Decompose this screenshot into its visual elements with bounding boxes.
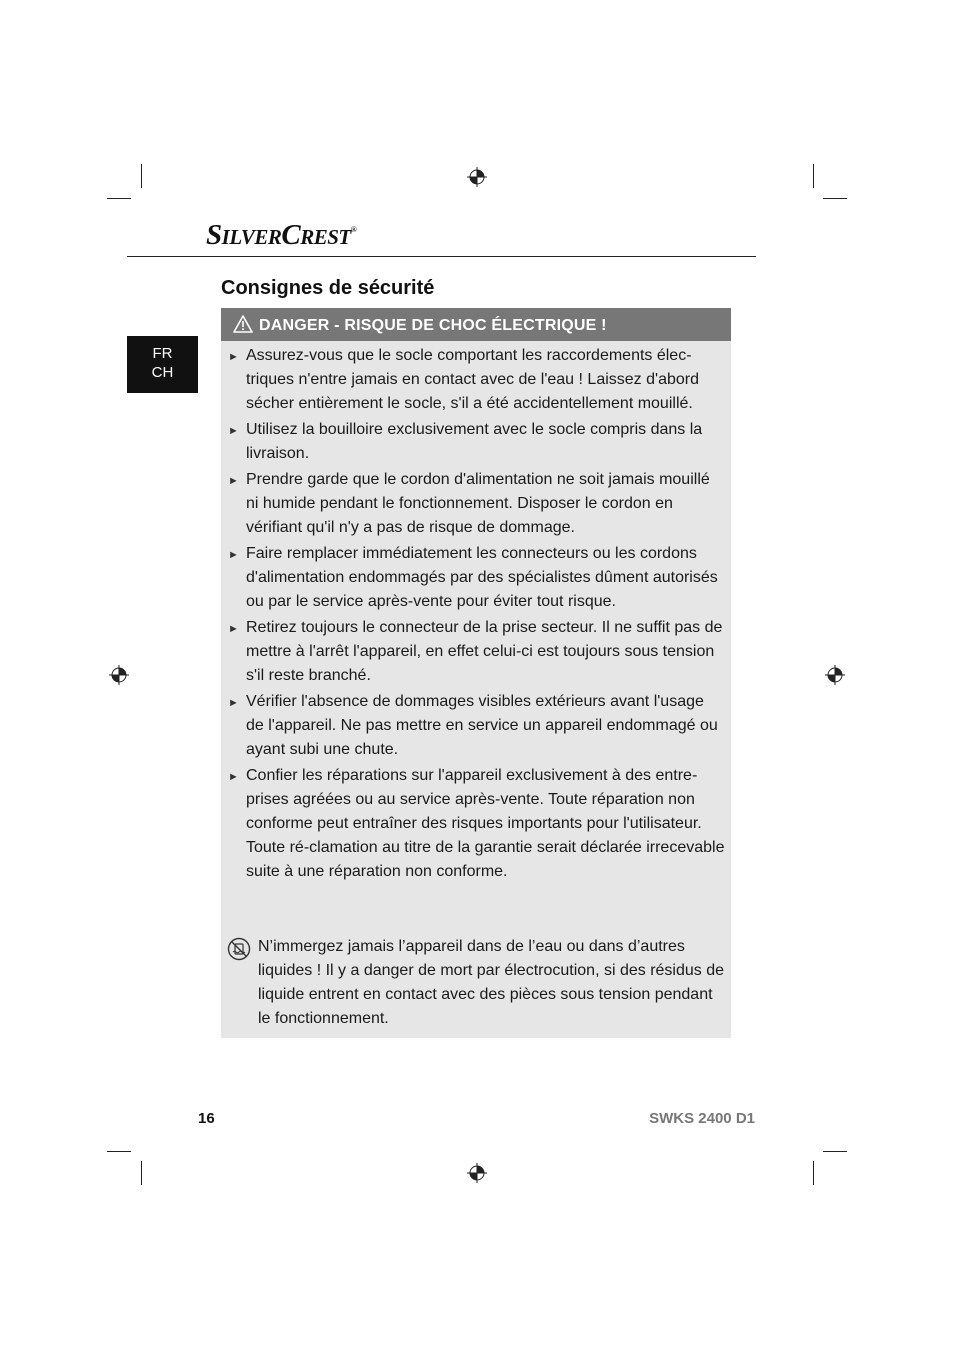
crop-mark — [141, 164, 142, 188]
list-item — [221, 690, 731, 762]
crop-mark — [823, 1151, 847, 1152]
bullet-arrow-icon: ► — [228, 425, 239, 437]
registration-mark-icon — [825, 665, 845, 685]
bullet-arrow-icon: ► — [228, 351, 239, 363]
bullet-arrow-icon: ► — [228, 771, 239, 783]
list-item — [221, 616, 731, 688]
list-item-text: Vérifier l'absence de dommages visibles extérieurs avant l'usage de l'appareil. Ne pas mettre en service un appareil endommagé ou ayant subi une chute. — [246, 693, 718, 758]
bullet-arrow-icon: ► — [228, 549, 239, 561]
crop-mark — [813, 164, 814, 188]
list-item-text: Retirez toujours le connecteur de la prise secteur. Il ne suffit pas de mettre à l'arrêt l'appareil, en effet celui-ci est toujours sous tension s'il reste branché. — [246, 619, 723, 684]
danger-box-heading — [221, 308, 731, 341]
no-immersion-icon — [227, 937, 251, 961]
warning-triangle-icon — [233, 315, 253, 333]
list-item-text: Confier les réparations sur l'appareil exclusivement à des entre-prises agréées ou au service après-vente. Toute réparation non conforme peut entraîner des risques importants pour l'utilisateur. Toute ré-clamation au titre de la garantie serait déclarée irrecevable suite à une réparation non conforme. — [246, 767, 725, 880]
bullet-arrow-icon: ► — [228, 623, 239, 635]
language-tab-fr: FR — [152, 345, 173, 362]
list-item — [221, 764, 731, 884]
model-number: SWKS 2400 D1 — [649, 1110, 755, 1127]
silvercrest-logo: SILVERCREST® — [206, 219, 357, 251]
bullet-arrow-icon: ► — [228, 697, 239, 709]
list-item-text: Assurez-vous que le socle comportant les raccordements élec-triques n'entre jamais en contact avec de l'eau ! Laissez d'abord sécher entièrement le socle, s'il a été accidentellement mouillé. — [246, 347, 699, 412]
crop-mark — [107, 1151, 131, 1152]
page-title: Consignes de sécurité — [221, 277, 435, 299]
list-item — [221, 344, 731, 416]
bullet-arrow-icon: ► — [228, 475, 239, 487]
registration-mark-icon — [467, 1163, 487, 1183]
header-rule — [127, 256, 756, 257]
immersion-note-text: N’immergez jamais l’appareil dans de l’eau ou dans d’autres liquides ! Il y a danger de mort par électrocution, si des résidus de liquide entrent en contact avec des pièces sous tension pendant le fonctionnement. — [258, 938, 725, 1027]
language-tab — [127, 336, 198, 393]
crop-mark — [823, 198, 847, 199]
page-number: 16 — [198, 1110, 215, 1127]
list-item — [221, 418, 731, 466]
danger-box — [221, 308, 731, 1038]
registration-mark-icon — [467, 167, 487, 187]
list-item-text: Faire remplacer immédiatement les connecteurs ou les cordons d'alimentation endommagés par des spécialistes dûment autorisés ou par le service après-vente pour éviter tout risque. — [246, 545, 718, 610]
list-item — [221, 468, 731, 540]
language-tab-ch: CH — [151, 364, 174, 381]
list-item — [221, 542, 731, 614]
crop-mark — [107, 198, 131, 199]
list-item-text: Utilisez la bouilloire exclusivement avec le socle compris dans la livraison. — [246, 421, 703, 462]
registration-mark-icon — [109, 665, 129, 685]
safety-list — [221, 344, 731, 886]
crop-mark — [813, 1161, 814, 1185]
crop-mark — [141, 1161, 142, 1185]
list-item-text: Prendre garde que le cordon d'alimentation ne soit jamais mouillé ni humide pendant le fonctionnement. Disposer le cordon en vérifiant qu'il n'y a pas de risque de dommage. — [246, 471, 710, 536]
danger-heading-text: DANGER - RISQUE DE CHOC ÉLECTRIQUE ! — [259, 317, 607, 334]
